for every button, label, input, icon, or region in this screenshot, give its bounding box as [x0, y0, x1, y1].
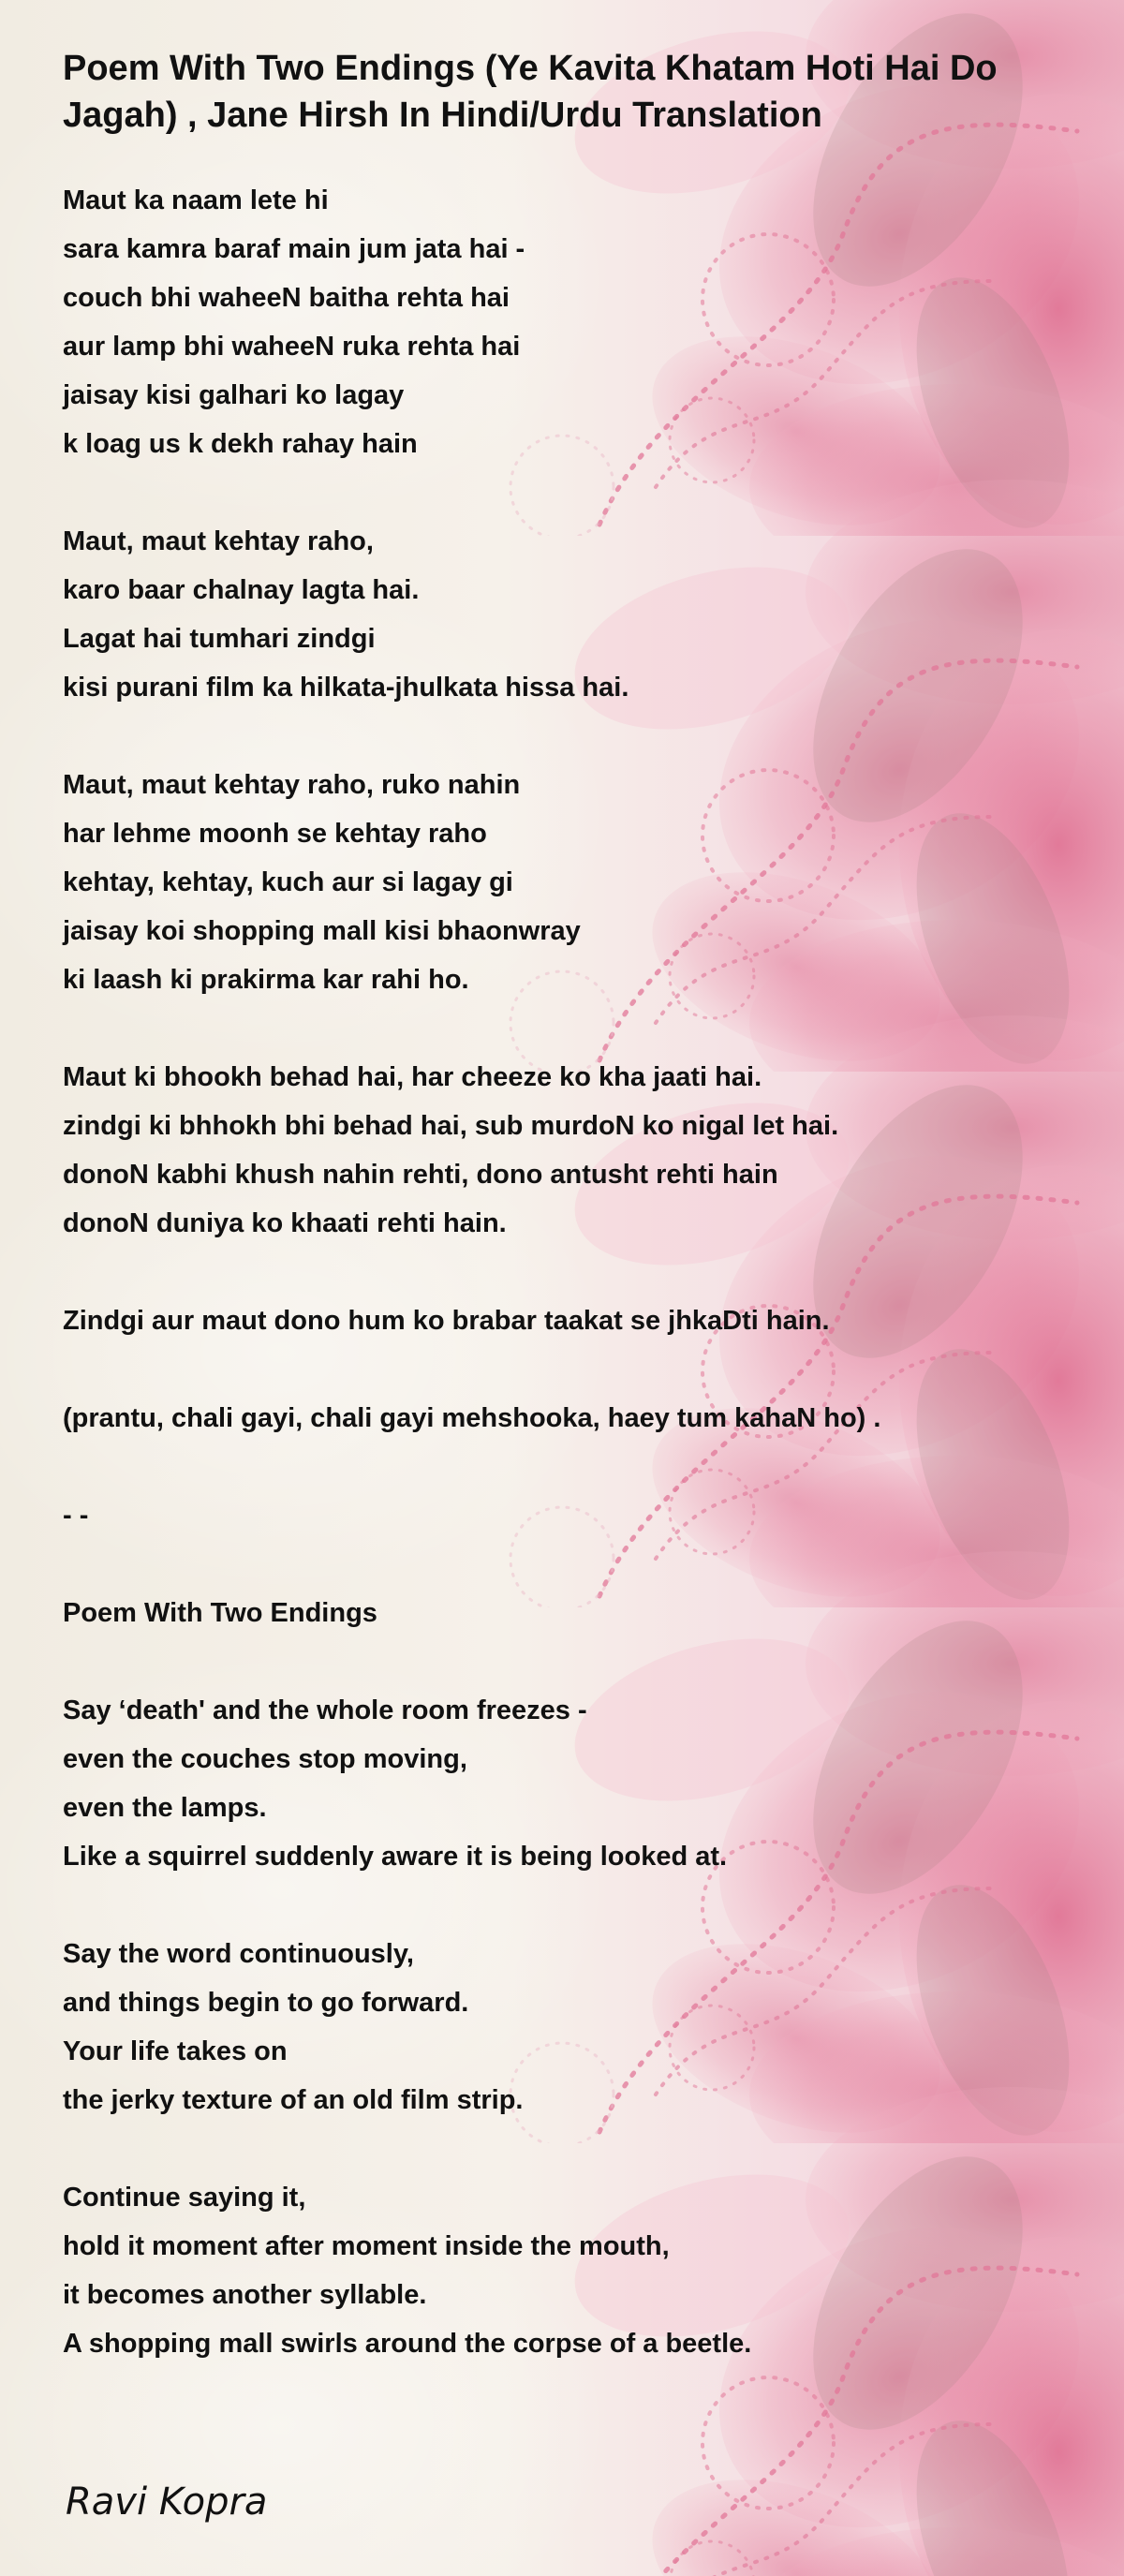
poem-line: Say the word continuously,	[63, 1939, 414, 1970]
poem-line: Maut ki bhookh behad hai, har cheeze ko kha jaati hai.	[63, 1062, 762, 1093]
poem-line: sara kamra baraf main jum jata hai -	[63, 234, 525, 265]
poem-line: Zindgi aur maut dono hum ko brabar taakat se jhkaDti hain.	[63, 1306, 830, 1337]
author-signature: Ravi Kopra	[66, 2480, 268, 2524]
stanza-4	[63, 1053, 1074, 1248]
poem-line: kisi purani film ka hilkata-jhulkata hissa hai.	[63, 673, 629, 703]
poem-line: karo baar chalnay lagta hai.	[63, 575, 420, 606]
poem-line: kehtay, kehtay, kuch aur si lagay gi	[63, 867, 513, 898]
stanza-9	[63, 2173, 1074, 2368]
poem-line: even the couches stop moving,	[63, 1744, 467, 1775]
poem-line: hold it moment after moment inside the mouth,	[63, 2231, 670, 2262]
poem-line: and things begin to go forward.	[63, 1988, 469, 2019]
poem-line: jaisay koi shopping mall kisi bhaonwray	[63, 916, 581, 947]
original-poem-title: Poem With Two Endings	[63, 1598, 377, 1629]
poem-body	[63, 45, 1074, 2417]
poem-line: Continue saying it,	[63, 2183, 306, 2213]
poem-line: Lagat hai tumhari zindgi	[63, 624, 376, 655]
poem-line: Your life takes on	[63, 2036, 288, 2067]
original-title-block	[63, 1589, 1074, 1637]
stanza-1	[63, 176, 1074, 468]
poem-line: the jerky texture of an old film strip.	[63, 2085, 524, 2116]
poem-line: Maut, maut kehtay raho, ruko nahin	[63, 770, 521, 801]
poem-line: it becomes another syllable.	[63, 2280, 427, 2311]
poem-line: Like a squirrel suddenly aware it is being looked at.	[63, 1842, 728, 1873]
poem-line: k loag us k dekh rahay hain	[63, 429, 418, 460]
poem-line: even the lamps.	[63, 1793, 267, 1824]
poem-line: Maut ka naam lete hi	[63, 185, 329, 216]
separator-dashes: - -	[63, 1501, 89, 1532]
poem-line: couch bhi waheeN baitha rehta hai	[63, 283, 510, 314]
stanza-7	[63, 1686, 1074, 1881]
stanza-8	[63, 1930, 1074, 2124]
poem-line: donoN kabhi khush nahin rehti, dono antusht rehti hain	[63, 1160, 778, 1191]
poem-line: ki laash ki prakirma kar rahi ho.	[63, 965, 469, 996]
poem-line: har lehme moonh se kehtay raho	[63, 819, 487, 850]
poem-line: A shopping mall swirls around the corpse of a beetle.	[63, 2329, 752, 2360]
stanza-2	[63, 517, 1074, 712]
poem-line: aur lamp bhi waheeN ruka rehta hai	[63, 332, 521, 363]
separator	[63, 1491, 1074, 1540]
poem-line: Say ‘death' and the whole room freezes -	[63, 1695, 587, 1726]
poem-title: Poem With Two Endings (Ye Kavita Khatam Hoti Hai Do Jagah) , Jane Hirsh In Hindi/Urdu Translation	[63, 49, 998, 136]
poem-line: donoN duniya ko khaati rehti hain.	[63, 1208, 507, 1239]
poem-line: Maut, maut kehtay raho,	[63, 526, 374, 557]
poem-line: jaisay kisi galhari ko lagay	[63, 380, 405, 411]
stanza-5	[63, 1296, 1074, 1345]
stanza-3	[63, 761, 1074, 1004]
poem-line: zindgi ki bhhokh bhi behad hai, sub murdoN ko nigal let hai.	[63, 1111, 839, 1142]
poem-line: (prantu, chali gayi, chali gayi mehshooka, haey tum kahaN ho) .	[63, 1403, 881, 1434]
stanza-6	[63, 1394, 1074, 1443]
